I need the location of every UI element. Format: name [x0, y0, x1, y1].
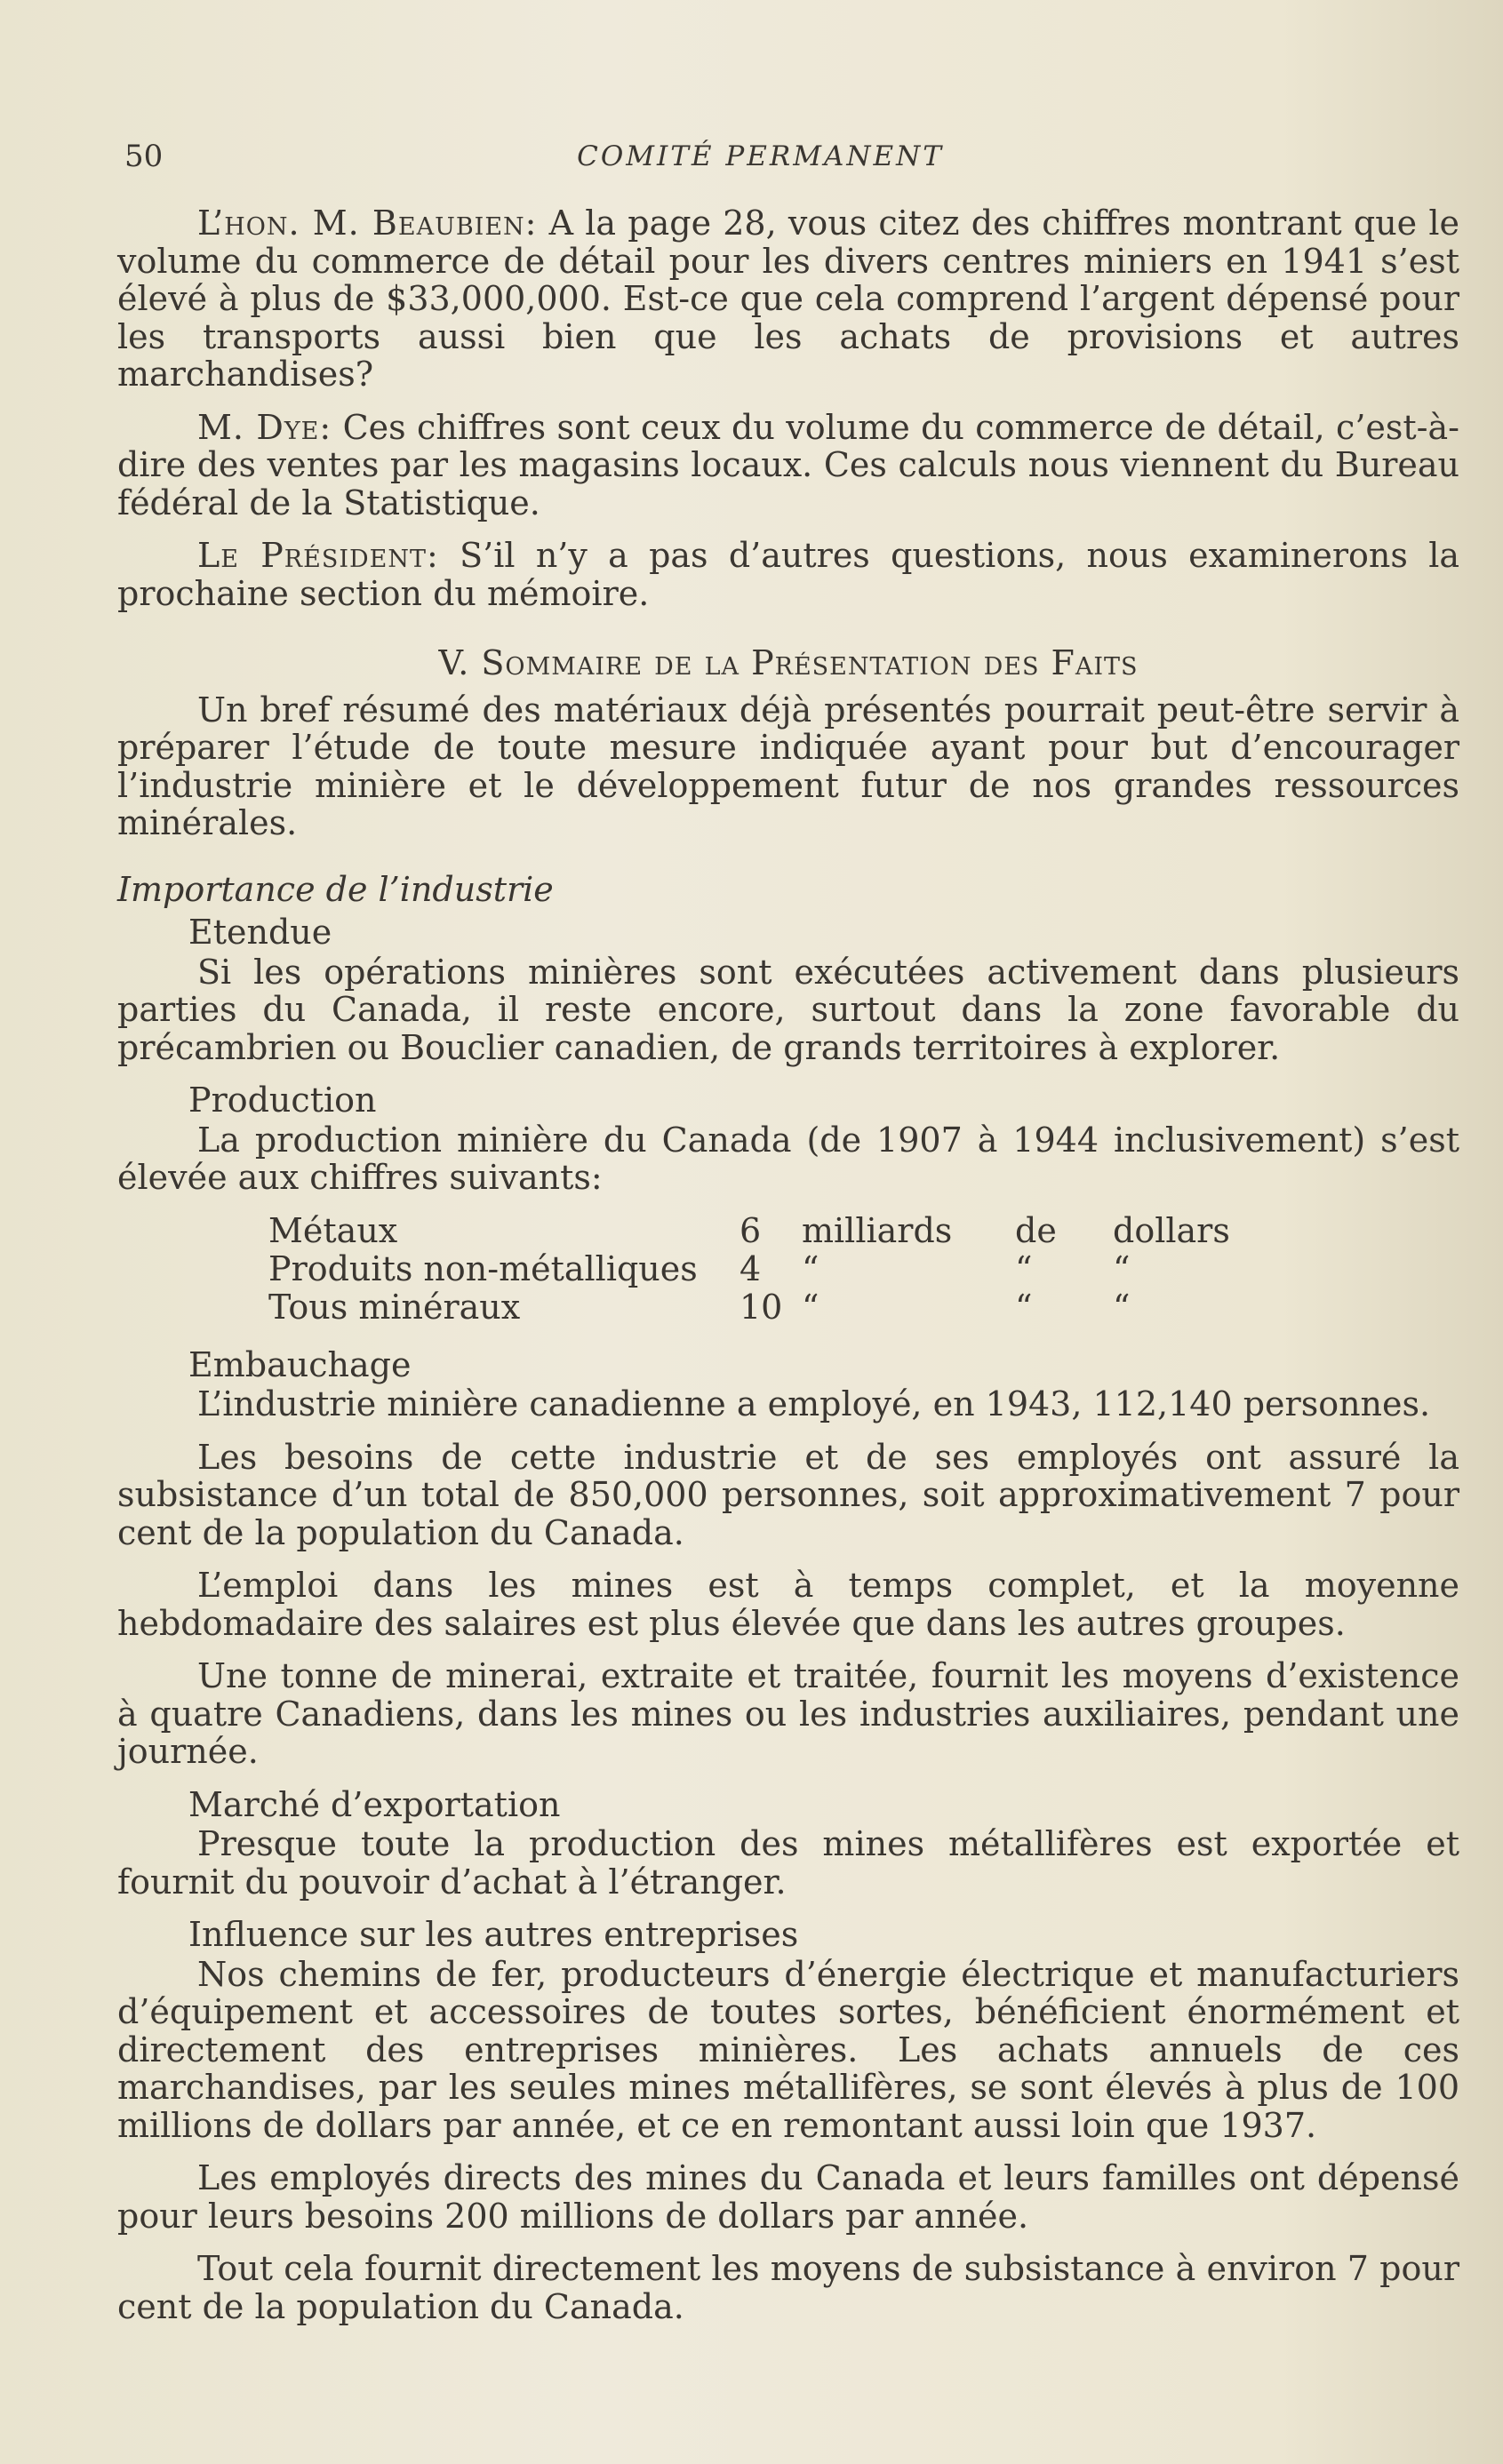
paragraph-ore-tonne: Une tonne de minerai, extraite et traitée, fournit les moyens d’existence à quatre Canadiens, dans les mines ou les industries auxiliaires, pendant une journée.: [117, 1656, 1459, 1771]
table-row: [268, 1288, 1230, 1327]
table-cell-label: Produits non-métalliques: [268, 1248, 698, 1288]
subheading-export: Marché d’exportation: [188, 1784, 561, 1824]
paragraph-summary-intro: Un bref résumé des matériaux déjà présentés pourrait peut-être servir à préparer l’étude de toute mesure indiquée ayant pour but d’encourager l’industrie minière et le développement futur de nos grandes ressources minérales.: [117, 690, 1459, 842]
table-cell-unit: de: [1015, 1210, 1057, 1250]
table-cell-unit: dollars: [1113, 1210, 1230, 1250]
subheading-etendue: Etendue: [188, 913, 332, 952]
subheading-production: Production: [188, 1080, 377, 1120]
subheading-influence: Influence sur les autres entreprises: [188, 1915, 799, 1954]
page-header: [124, 133, 1396, 187]
table-cell-label: Métaux: [268, 1210, 398, 1250]
table-cell-unit: “: [1113, 1248, 1131, 1288]
table-cell-unit: milliards: [802, 1210, 953, 1250]
paragraph-dye-answer: [117, 409, 1459, 522]
table-cell-unit: “: [1015, 1287, 1033, 1327]
paragraph-influence: Nos chemins de fer, producteurs d’énergie électrique et manufacturiers d’équipement et accessoires de toutes sortes, bénéficient énormément et directement des entreprises minières. Les achats annuels de ces marchandises, par les seules mines métallifères, se sont élevés à plus de 100 millions de dollars par année, et ce en remontant aussi loin que 1937.: [117, 1954, 1459, 2145]
table-cell-value: 6: [740, 1210, 762, 1250]
running-title: COMITÉ PERMANENT: [577, 140, 944, 172]
page-number: 50: [124, 139, 164, 174]
table-cell-label: Tous minéraux: [268, 1287, 521, 1327]
table-cell-value: 10: [740, 1287, 783, 1327]
paragraph-subsistence: Les besoins de cette industrie et de ses employés ont assuré la subsistance d’un total de 850,000 personnes, soit approximativement 7 pour cent de la population du Canada.: [117, 1437, 1459, 1552]
section-title: V. Sommaire de la Présentation des Faits: [438, 643, 1139, 682]
production-table: [268, 1212, 1230, 1327]
paragraph-text: Ces chiffres sont ceux du volume du commerce de détail, c’est-à-dire des ventes par les magasins locaux. Ces calculs nous viennent du Bureau fédéral de la Statistique.: [117, 407, 1459, 522]
table-cell-unit: “: [802, 1248, 819, 1288]
table-row: [268, 1250, 1230, 1288]
subheading-embauchage: Embauchage: [188, 1344, 412, 1384]
paragraph-conclusion: Tout cela fournit directement les moyens de subsistance à environ 7 pour cent de la population du Canada.: [117, 2249, 1459, 2326]
table-cell-unit: “: [1015, 1248, 1033, 1288]
paragraph-text: A la page 28, vous citez des chiffres montrant que le volume du commerce de détail pour les divers centres miniers en 1941 s’est élevé à plus de $33,000,000. Est-ce que cela comprend l’argent dépensé pour les transports aussi bien que les achats de provisions et autres marchandises?: [117, 203, 1459, 394]
page-body: [117, 204, 1459, 2340]
paragraph-export: Presque toute la production des mines métallifères est exportée et fournit du pouvoir d’achat à l’étranger.: [117, 1824, 1459, 1902]
paragraph-wages: L’emploi dans les mines est à temps complet, et la moyenne hebdomadaire des salaires est plus élevée que dans les autres groupes.: [117, 1566, 1459, 1643]
paragraph-president: [117, 537, 1459, 612]
speaker-name: Le Président:: [197, 536, 439, 575]
paragraph-production: La production minière du Canada (de 1907 à 1944 inclusivement) s’est élevée aux chiffres suivants:: [117, 1120, 1459, 1197]
paragraph-beaubien-question: [117, 204, 1459, 394]
heading-importance: Importance de l’industrie: [117, 869, 554, 909]
paragraph-employees-spending: Les employés directs des mines du Canada et leurs familles ont dépensé pour leurs besoins 200 millions de dollars par année.: [117, 2158, 1459, 2236]
table-row: [268, 1212, 1230, 1250]
table-cell-unit: “: [1113, 1287, 1131, 1327]
paragraph-employment: L’industrie minière canadienne a employé, en 1943, 112,140 personnes.: [197, 1384, 1431, 1423]
speaker-name: M. Dye:: [197, 407, 332, 447]
paragraph-text: S’il n’y a pas d’autres questions, nous examinerons la prochaine section du mémoire.: [117, 536, 1460, 613]
speaker-name: L’hon. M. Beaubien:: [197, 203, 538, 243]
paragraph-etendue: Si les opérations minières sont exécutées activement dans plusieurs parties du Canada, il reste encore, surtout dans la zone favorable du précambrien ou Bouclier canadien, de grands territoires à explorer.: [117, 952, 1459, 1067]
table-cell-value: 4: [740, 1248, 762, 1288]
table-cell-unit: “: [802, 1287, 819, 1327]
